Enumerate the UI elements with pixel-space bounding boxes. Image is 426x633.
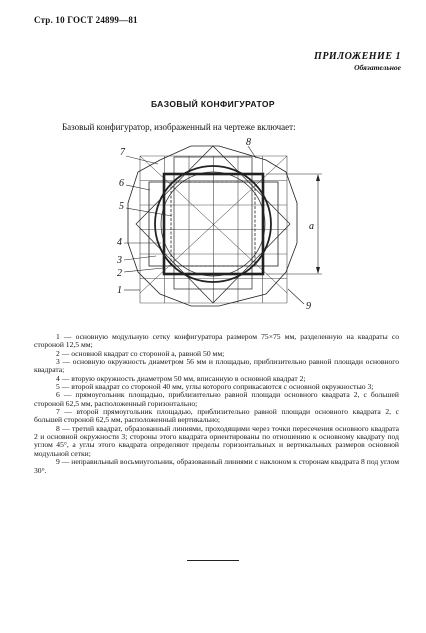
list-item: 2 — основной квадрат со стороной a, равной 50 мм; <box>56 348 225 358</box>
label-7: 7 <box>120 147 125 158</box>
list-item: 5 — второй квадрат со стороной 40 мм, углы которого соприкасаются с основной окружностью 3; <box>56 382 374 392</box>
label-4: 4 <box>117 237 122 248</box>
appendix-title: ПРИЛОЖЕНИЕ 1 <box>314 51 401 62</box>
list-item: 8 — третий квадрат, образованный линиями, проходящими через точки пересечения основного квадрата 2 и основной окружности 3; стороны этого квадрата ориентированы по отношению к основному квадрату под углом 45°, а углы этого квадрата определяют пределы горизонтальных и вертикальных размеров основной модульной сетки; <box>34 423 399 458</box>
label-9: 9 <box>306 301 311 312</box>
section-title: БАЗОВЫЙ КОНФИГУРАТОР <box>151 99 275 109</box>
rect-vertical-7 <box>174 157 252 289</box>
list-item: 9 — неправильный восьмиугольник, образованный линиями с наклоном к сторонам квадрата 8 под углом 30°. <box>34 457 399 475</box>
list-item: 3 — основную окружность диаметром 56 мм и площадью, приблизительно равной площади основного квадрата; <box>34 357 399 375</box>
intro-text: Базовый конфигуратор, изображенный на чертеже включает: <box>62 122 296 132</box>
label-1: 1 <box>117 285 122 296</box>
list-item: 4 — вторую окружность диаметром 50 мм, вписанную в основной квадрат 2; <box>56 373 306 383</box>
page-header: Стр. 10 ГОСТ 24899—81 <box>34 15 138 25</box>
label-3: 3 <box>117 255 122 266</box>
list-item: 6 — прямоугольник площадью, приблизительно равной площади основного квадрата 2, с большей стороной 62,5 мм, расположенный горизонтально; <box>34 390 399 408</box>
label-2: 2 <box>117 268 122 279</box>
label-6: 6 <box>119 178 124 189</box>
label-8: 8 <box>246 137 251 148</box>
dimension-label: a <box>309 221 314 232</box>
list-item: 7 — второй прямоугольник площадью, приблизительно равной площади основного квадрата 2, с большей стороной 62,5 мм, расположенный вертикально; <box>34 407 399 425</box>
end-rule <box>187 560 239 561</box>
items-list <box>34 333 399 475</box>
square-8 <box>136 146 290 303</box>
list-item: 1 — основную модульную сетку конфигуратора размером 75×75 мм, разделенную на квадраты со стороной 12,5 мм; <box>34 332 399 350</box>
appendix-subtitle: Обязательное <box>354 63 401 72</box>
label-5: 5 <box>119 201 124 212</box>
